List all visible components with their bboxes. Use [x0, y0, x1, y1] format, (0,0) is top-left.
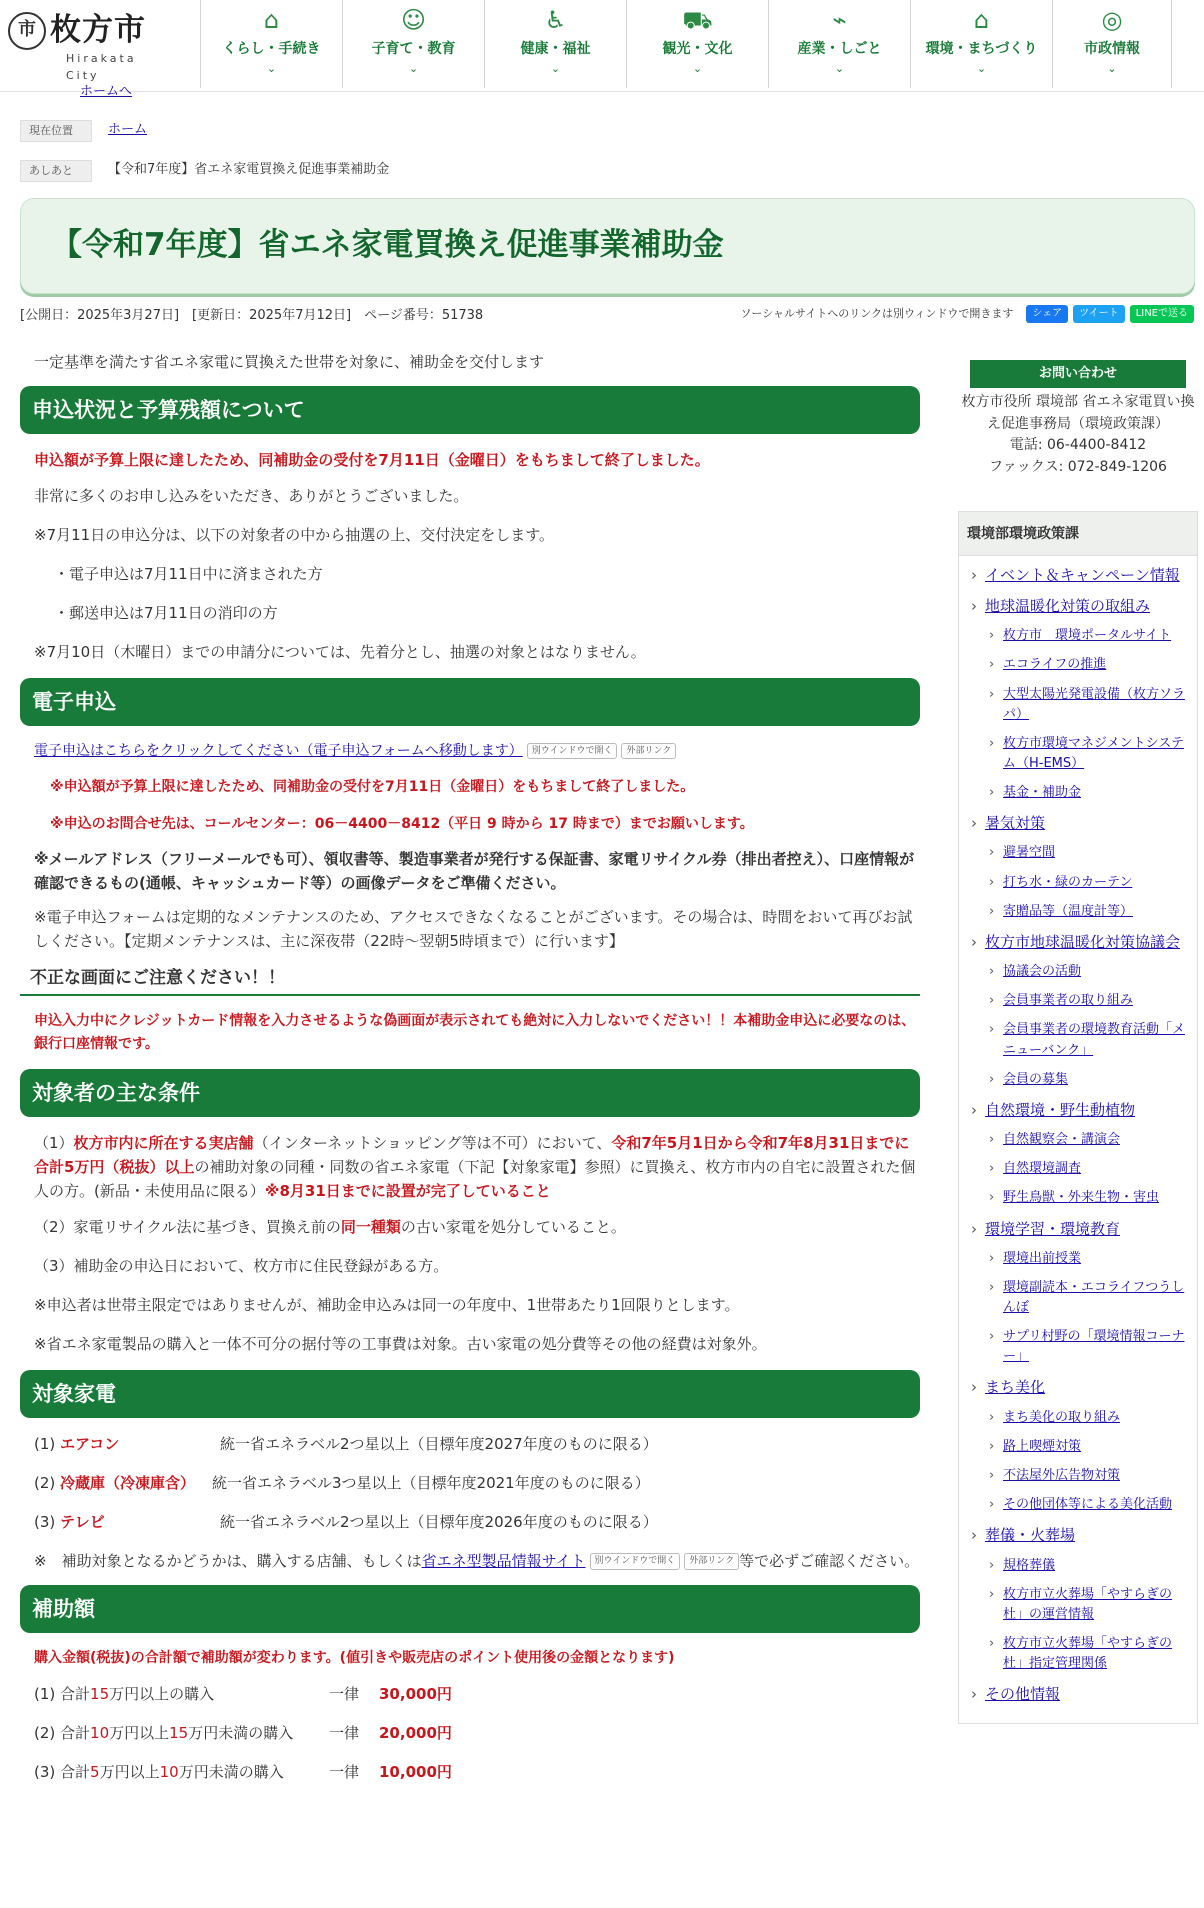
amount-value: 30,000円: [379, 1684, 452, 1703]
sidebar-nav-item: [969, 1408, 1187, 1428]
house-icon: ⌂: [263, 6, 280, 34]
page-title: 【令和7年度】省エネ家電買換え促進事業補助金: [51, 227, 724, 263]
appliance-num: (1): [34, 1435, 56, 1454]
nav-label: 子育て・教育: [371, 41, 456, 57]
appliance-desc: 統一省エネラベル3つ星以上（目標年度2021年度のものに限る）: [212, 1474, 650, 1493]
sidebar-nav-item: [969, 1159, 1187, 1179]
note-text: ※ 補助対象となるかどうかは、購入する店舗、もしくは: [34, 1552, 422, 1571]
sidebar-nav-item: [969, 685, 1187, 725]
nav-kurashi[interactable]: [200, 0, 342, 88]
sidebar-nav-link[interactable]: 自然環境調査: [1003, 1161, 1082, 1177]
sidebar-nav-link[interactable]: 葬儀・火葬場: [985, 1526, 1076, 1545]
eligibility-condition-2: [20, 1215, 920, 1239]
amount-condition: [34, 1760, 329, 1784]
social-bar: [740, 305, 1194, 323]
appliance-row: [34, 1510, 920, 1534]
sidebar-nav-item: [969, 931, 1187, 954]
eligibility-condition-3: （3）補助金の申込日において、枚方市に住民登録がある方。: [34, 1257, 449, 1276]
sidebar-nav-link[interactable]: 避暑空間: [1003, 845, 1056, 861]
sidebar-nav-item: [969, 595, 1187, 618]
sidebar-nav-link[interactable]: エコライフの推進: [1003, 657, 1107, 673]
sidebar-nav-item: [969, 1218, 1187, 1241]
intro-text: 一定基準を満たす省エネ家電に買換えた世帯を対象に、補助金を交付します: [34, 353, 545, 371]
sidebar-nav-link[interactable]: 自然観察会・講演会: [1003, 1132, 1121, 1148]
appliance-row: [34, 1432, 920, 1456]
online-documents-note: ※メールアドレス（フリーメールでも可）、領収書等、製造事業者が発行する保証書、家電リサイクル券（排出者控え）、口座情報が確認できるもの(通帳、キャッシュカード等）の画像データをご準備ください。: [34, 850, 915, 893]
note-text: 等で必ずご確認ください。: [739, 1552, 920, 1571]
sidebar-nav-item: [969, 1683, 1187, 1706]
external-link-badge: 外部リンク: [621, 743, 676, 759]
amount-note: 購入金額(税抜)の合計額で補助額が変わります。(値引きや販売店のポイント使用後の金額となります): [34, 1650, 675, 1667]
facebook-share-button[interactable]: シェア: [1026, 305, 1068, 323]
amount-row: [34, 1760, 920, 1784]
sidebar-nav-item: [969, 1437, 1187, 1457]
online-callcenter-notice: ※申込のお問合せ先は、コールセンター：06－4400－8412（平日 9 時から 17 時まで）までお願いします。: [50, 815, 754, 832]
online-maintenance-note: ※電子申込フォームは定期的なメンテナンスのため、アクセスできなくなることがございます。その場合は、時間をおいて再びお試しください。【定期メンテナンスは、主に深夜帯（22時～翌朝5時頃まで）に行います】: [34, 908, 913, 951]
fraud-warning-heading: 不正な画面にご注意ください！！: [20, 963, 920, 996]
section-nav-list: [959, 556, 1197, 1723]
appliance-list: [20, 1432, 920, 1534]
section-nav-title: 環境部環境政策課: [959, 512, 1197, 556]
sidebar-nav-item: [969, 873, 1187, 893]
appliance-num: (2): [34, 1474, 56, 1493]
chevron-down-icon: ⌄: [266, 62, 277, 76]
sidebar-nav-link[interactable]: 環境副読本・エコライフつうしんぼ: [1003, 1279, 1185, 1316]
footprints-label: あしあと: [20, 160, 92, 182]
eligibility-condition-1: [20, 1131, 920, 1203]
amount-text: 万円未満の購入: [178, 1762, 284, 1781]
sidebar-nav-link[interactable]: その他団体等による美化活動: [1003, 1497, 1173, 1513]
page-title-box: [20, 198, 1195, 294]
contact-fax: ファックス: 072-849-1206: [989, 459, 1167, 476]
amount-text: 万円未満の購入: [188, 1723, 294, 1742]
chart-icon: ⌁: [832, 6, 847, 34]
sidebar-nav-item: [969, 1585, 1187, 1625]
nav-label: 環境・まちづくり: [925, 41, 1038, 57]
sidebar-nav-link[interactable]: イベント＆キャンペーン情報: [985, 565, 1180, 584]
contact-box: [958, 360, 1198, 479]
sidebar-nav-link[interactable]: 暑気対策: [985, 814, 1046, 833]
sidebar-nav-link[interactable]: 環境学習・環境教育: [985, 1219, 1121, 1238]
sidebar-nav-item: [969, 783, 1187, 803]
amount-value: 10,000円: [379, 1762, 452, 1781]
cond-highlight: ※8月31日までに設置が完了していること: [264, 1182, 551, 1201]
nav-kenko[interactable]: [484, 0, 626, 88]
appliance-name: 冷蔵庫（冷凍庫含）: [60, 1474, 196, 1493]
sidebar-nav-item: [969, 564, 1187, 587]
section-heading-eligibility: 対象者の主な条件: [20, 1069, 920, 1117]
appliance-name: テレビ: [60, 1513, 105, 1532]
page-meta: [公開日：2025年3月27日] [更新日：2025年7月12日] ページ番号：51738: [20, 308, 484, 323]
main-content: [20, 350, 920, 1799]
amount-condition: [34, 1721, 329, 1745]
status-thanks: 非常に多くのお申し込みをいただき、ありがとうございました。: [34, 487, 469, 505]
sidebar-nav-link[interactable]: 枚方市立火葬場「やすらぎの杜」の運営情報: [1003, 1586, 1173, 1622]
amount-highlight: 5: [90, 1762, 100, 1781]
amount-highlight: 10: [159, 1762, 179, 1781]
sidebar-nav-link[interactable]: 会員の募集: [1003, 1071, 1069, 1087]
amount-text: (3) 合計: [34, 1762, 91, 1781]
chevron-down-icon: ⌄: [550, 62, 561, 76]
sidebar-nav-link[interactable]: 野生鳥獣・外来生物・害虫: [1003, 1190, 1160, 1206]
eligibility-once-note: ※申込者は世帯主限定ではありませんが、補助金申込みは同一の年度中、1世帯あたり1回限りとします。: [34, 1296, 740, 1315]
sidebar-nav-item: [969, 1466, 1187, 1486]
wheelchair-icon: ♿: [544, 6, 567, 34]
appliance-name: エアコン: [60, 1435, 120, 1454]
sidebar-nav-item: [969, 1524, 1187, 1547]
sidebar-nav-item: [969, 843, 1187, 863]
nav-kankyo[interactable]: [910, 0, 1052, 88]
cond-text: の補助対象の同種・同数の省エネ家電（下記【対象家電】参照）に買換え、枚方市内の自宅に設置された個人の方。(新品・未使用品に限る）: [34, 1158, 916, 1201]
breadcrumb: [20, 120, 147, 142]
sidebar-nav-link[interactable]: 環境出前授業: [1003, 1250, 1082, 1266]
site-name: 枚方市: [50, 12, 146, 48]
appliance-row: [34, 1471, 920, 1495]
nav-label: 産業・しごと: [797, 41, 882, 57]
nav-shisei[interactable]: [1052, 0, 1172, 88]
city-emblem-icon: 市: [8, 12, 46, 50]
fraud-warning-text: 申込入力中にクレジットカード情報を入力させるような偽画面が表示されても絶対に入力しないでください！！本補助金申込に必要なのは、銀行口座情報です。: [34, 1013, 916, 1052]
social-note: ソーシャルサイトへのリンクは別ウィンドウで開きます: [740, 307, 1014, 321]
appliance-check-note: [20, 1549, 920, 1573]
appliance-desc: 統一省エネラベル2つ星以上（目標年度2026年度のものに限る）: [220, 1513, 658, 1532]
section-heading-status: 申込状況と予算残額について: [20, 386, 920, 434]
sidebar-nav-item: [969, 1556, 1187, 1576]
sidebar-nav-item: [969, 1099, 1187, 1122]
nav-label: くらし・手続き: [222, 41, 321, 57]
buildings-icon: ⌂: [973, 6, 990, 34]
cond-num: （1）: [34, 1134, 74, 1153]
contact-tel: 電話: 06-4400-8412: [1009, 437, 1147, 454]
online-closed-notice: ※申込額が予算上限に達したため、同補助金の受付を7月11日（金曜日）をもちまして終了しました。: [50, 779, 695, 796]
cond-highlight: 令和7年5月1日から令和7年8月31日までに合計5万円（税抜）以上: [34, 1134, 910, 1177]
sidebar-nav-link[interactable]: サプリ村野の「環境情報コーナー」: [1003, 1329, 1185, 1365]
online-apply-row: [20, 740, 920, 762]
amount-row: [34, 1721, 920, 1745]
sidebar-nav-link[interactable]: 協議会の活動: [1003, 964, 1082, 980]
sidebar-nav-link[interactable]: 枚方市立火葬場「やすらぎの杜」指定管理関係: [1003, 1635, 1173, 1672]
sidebar-nav-item: [969, 1249, 1187, 1269]
sidebar-nav-item: [969, 626, 1187, 646]
footprints-current: 【令和7年度】省エネ家電買換え促進事業補助金: [108, 162, 390, 178]
site-header: [0, 0, 1204, 99]
appliance-desc: 統一省エネラベル2つ星以上（目標年度2027年度のものに限る）: [220, 1435, 658, 1454]
nav-label: 市政情報: [1084, 41, 1140, 57]
twitter-tweet-button[interactable]: ツイート: [1073, 305, 1125, 323]
sidebar-nav-item: [969, 1327, 1187, 1367]
sidebar-nav-link[interactable]: 大型太陽光発電設備（枚方ソラパ）: [1003, 686, 1186, 722]
external-link-badge: 外部リンク: [684, 1553, 739, 1569]
nav-kosodate[interactable]: [342, 0, 484, 88]
sidebar-nav-item: [969, 1188, 1187, 1208]
sidebar-nav-link[interactable]: 打ち水・緑のカーテン: [1003, 874, 1133, 890]
cond-highlight: 枚方市内に所在する実店舗: [73, 1134, 254, 1153]
home-link[interactable]: ホームへ: [80, 83, 133, 99]
amount-text: 万円以上: [99, 1762, 160, 1781]
sidebar-nav-item: [969, 734, 1187, 774]
sidebar-nav-link[interactable]: まち美化の取り組み: [1003, 1409, 1121, 1425]
new-window-badge: 別ウインドウで開く: [527, 743, 618, 759]
sidebar-nav-link[interactable]: 不法屋外広告物対策: [1003, 1468, 1121, 1484]
amount-highlight: 15: [90, 1684, 110, 1703]
amount-condition: [34, 1682, 329, 1706]
nav-kanko[interactable]: [626, 0, 768, 88]
status-bullet-electronic: ・電子申込は7月11日中に済まされた方: [54, 565, 323, 583]
sidebar-nav-item: [969, 1070, 1187, 1090]
breadcrumb-label: 現在位置: [20, 120, 92, 142]
amount-highlight: 15: [169, 1723, 189, 1742]
section-heading-appliances: 対象家電: [20, 1370, 920, 1418]
sidebar-nav-item: [969, 991, 1187, 1011]
chevron-down-icon: ⌄: [692, 62, 703, 76]
sidebar-nav-link[interactable]: まち美化: [985, 1378, 1046, 1397]
sidebar-nav-link[interactable]: 枚方市地球温暖化対策協議会: [985, 932, 1181, 951]
energy-product-site-link[interactable]: 省エネ型製品情報サイト: [421, 1552, 586, 1571]
amount-text: (2) 合計: [34, 1723, 91, 1742]
sidebar-nav-item: [969, 1376, 1187, 1399]
cond-text: の古い家電を処分していること。: [400, 1218, 626, 1237]
status-lottery-note: ※7月11日の申込分は、以下の対象者の中から抽選の上、交付決定をします。: [34, 526, 555, 544]
amount-row: [34, 1682, 920, 1706]
cond-highlight: 同一種類: [340, 1218, 401, 1237]
section-heading-online: 電子申込: [20, 678, 920, 726]
online-apply-link[interactable]: 電子申込はこちらをクリックしてください（電子申込フォームへ移動します）: [34, 743, 523, 759]
contact-org: 枚方市役所 環境部 省エネ家電買い換え促進事務局（環境政策課）: [961, 394, 1195, 432]
cond-text: （インターネットショッピング等は不可）において、: [253, 1134, 612, 1153]
section-heading-amount: 補助額: [20, 1585, 920, 1633]
global-nav: [200, 0, 1172, 88]
breadcrumb-home-link[interactable]: ホーム: [108, 122, 148, 138]
contact-title: お問い合わせ: [970, 360, 1186, 388]
status-first-come-note: ※7月10日（木曜日）までの申請分については、先着分とし、抽選の対象とはなりません。: [34, 643, 646, 661]
sidebar-nav-link[interactable]: 路上喫煙対策: [1003, 1438, 1082, 1454]
site-logo[interactable]: [8, 6, 168, 103]
sidebar-nav-item: [969, 1495, 1187, 1515]
eligibility-cost-note: ※省エネ家電製品の購入と一体不可分の据付等の工事費は対象。古い家電の処分費等その他の経費は対象外。: [34, 1335, 767, 1354]
amount-text: 万円以上: [109, 1723, 170, 1742]
status-bullet-postal: ・郵送申込は7月11日の消印の方: [54, 604, 278, 622]
sidebar-nav-link[interactable]: 寄贈品等（温度計等）: [1003, 903, 1134, 919]
sidebar-nav-link[interactable]: 会員事業者の環境教育活動「メニューバンク」: [1003, 1022, 1186, 1058]
sidebar-nav-link[interactable]: その他情報: [985, 1685, 1061, 1704]
amount-list: [20, 1682, 920, 1784]
nav-sangyo[interactable]: [768, 0, 910, 88]
nav-label: 観光・文化: [662, 41, 733, 57]
sidebar-nav-item: [969, 1020, 1187, 1060]
sidebar: [958, 360, 1198, 1724]
sidebar-nav-link[interactable]: 地球温暖化対策の取組み: [985, 597, 1151, 615]
sidebar-nav-item: [969, 1130, 1187, 1150]
family-icon: ☺: [400, 6, 427, 34]
sidebar-nav-link[interactable]: 基金・補助金: [1003, 785, 1082, 801]
status-closed-notice: 申込額が予算上限に達したため、同補助金の受付を7月11日（金曜日）をもちまして終了しました。: [34, 451, 710, 469]
sidebar-nav-item: [969, 902, 1187, 922]
chevron-down-icon: ⌄: [976, 62, 987, 76]
train-icon: ⛟: [682, 6, 713, 34]
sidebar-nav-item: [969, 1634, 1187, 1674]
amount-text: 万円以上の購入: [109, 1684, 215, 1703]
cond-text: （2）家電リサイクル法に基づき、買換え前の: [34, 1218, 341, 1237]
nav-label: 健康・福祉: [520, 41, 591, 57]
chevron-down-icon: ⌄: [408, 62, 419, 76]
new-window-badge: 別ウインドウで開く: [590, 1553, 681, 1569]
sidebar-nav-link[interactable]: 枚方市環境マネジメントシステム（H-EMS）: [1003, 735, 1184, 771]
amount-flat: 一律: [329, 1762, 360, 1781]
amount-flat: 一律: [329, 1684, 360, 1703]
line-share-button[interactable]: LINEで送る: [1130, 305, 1194, 323]
sidebar-nav-item: [969, 655, 1187, 675]
sidebar-nav-item: [969, 1278, 1187, 1318]
section-nav: [958, 511, 1198, 1724]
sidebar-nav-link[interactable]: 自然環境・野生動植物: [985, 1100, 1136, 1119]
footprints: [20, 160, 389, 182]
amount-flat: 一律: [329, 1723, 360, 1742]
sidebar-nav-item: [969, 812, 1187, 835]
appliance-num: (3): [34, 1513, 56, 1532]
sidebar-nav-item: [969, 962, 1187, 982]
sidebar-nav-link[interactable]: 規格葬儀: [1003, 1557, 1056, 1573]
city-hall-icon: ◎: [1101, 6, 1123, 34]
amount-highlight: 10: [90, 1723, 110, 1742]
amount-text: (1) 合計: [34, 1684, 91, 1703]
sidebar-nav-link[interactable]: 枚方市 環境ポータルサイト: [1003, 628, 1172, 644]
sidebar-nav-link[interactable]: 会員事業者の取り組み: [1003, 993, 1134, 1009]
chevron-down-icon: ⌄: [1107, 62, 1117, 76]
site-name-en: Hirakata City: [66, 51, 137, 83]
chevron-down-icon: ⌄: [834, 62, 845, 76]
amount-value: 20,000円: [379, 1723, 452, 1742]
